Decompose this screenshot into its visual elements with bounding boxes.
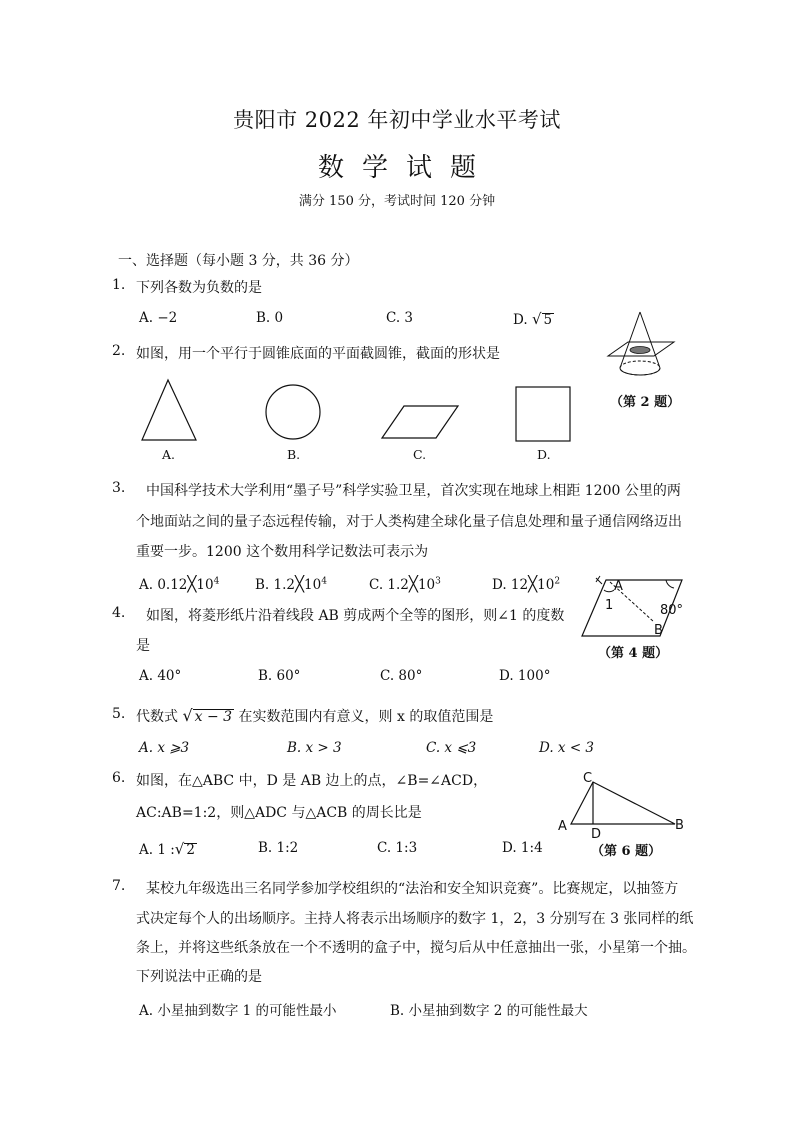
parallelogram-option-figure [380, 404, 460, 440]
q3-option-c: C. $1.2╳10^3$ [369, 575, 441, 593]
exam-info: 满分 150 分，考试时间 120 分钟 [298, 194, 496, 209]
q5-option-a: A. x ⩾3 [139, 740, 190, 756]
q2-number: 2. [112, 343, 126, 359]
q4-option-a: A. 40° [139, 668, 182, 684]
q2-option-c-label: C. [413, 447, 427, 462]
q6-option-c: C. 1:3 [377, 840, 418, 856]
q1-option-d-radicand: 5 [543, 312, 553, 328]
q2-option-b-label: B. [287, 447, 301, 462]
q4-option-d: D. 100° [499, 668, 551, 684]
q1-number: 1. [112, 277, 126, 293]
q7-option-b: B. 小星抽到数字 2 的可能性最大 [390, 1003, 588, 1019]
q1-option-b: B. 0 [256, 310, 284, 326]
exam-title: 贵阳市 2022 年初中学业水平考试 [233, 108, 561, 132]
q4-fig-label-angle: 80° [660, 603, 684, 618]
cone-figure [600, 308, 680, 396]
q1-option-c: C. 3 [386, 310, 414, 326]
q2-option-d-label: D. [537, 447, 551, 462]
q1-stem: 下列各数为负数的是 [136, 280, 262, 296]
q7-line-4: 下列说法中正确的是 [136, 969, 262, 985]
q3-option-a: A. $0.12╳10^4$ [139, 575, 220, 593]
right-triangle-figure [555, 772, 690, 842]
q4-option-b: B. 60° [258, 668, 301, 684]
q2-option-a-label: A. [162, 447, 176, 462]
q1-option-d-label: D. [513, 312, 528, 328]
q3-number: 3. [112, 480, 126, 496]
subject-title: 数学试题 [317, 153, 494, 183]
q7-number: 7. [112, 878, 126, 894]
q5-number: 5. [112, 706, 126, 722]
q4-caption: （第 4 题） [598, 646, 669, 661]
q3-option-d: D. $12╳10^2$ [492, 575, 561, 593]
q6-fig-label-a: A [558, 819, 567, 834]
q1-option-d: D. √ 5 [513, 310, 553, 328]
q7-line-3: 条上，并将这些纸条放在一个不透明的盒子中，搅匀后从中任意抽出一张，小星第一个抽。 [136, 940, 696, 956]
square-option-figure [515, 386, 571, 442]
q5-radicand: x − 3 [194, 709, 233, 725]
rhombus-figure [578, 574, 688, 640]
q5-option-b: B. x > 3 [287, 740, 342, 756]
q6-fig-label-c: C [583, 771, 593, 786]
q2-stem: 如图，用一个平行于圆锥底面的平面截圆锥，截面的形状是 [136, 346, 500, 362]
q5-stem: 代数式 √ x − 3 在实数范围内有意义，则 x 的取值范围是 [136, 706, 494, 725]
q3-line-2: 个地面站之间的量子态远程传输，对于人类构建全球化量子信息处理和量子通信网络迈出 [136, 514, 682, 530]
q4-fig-label-1: 1 [605, 598, 614, 613]
q7-line-2: 式决定每个人的出场顺序。主持人将表示出场顺序的数字 1，2，3 分别写在 3 张同样的纸 [136, 911, 694, 927]
q6-option-b: B. 1:2 [258, 840, 299, 856]
q7-option-a: A. 小星抽到数字 1 的可能性最小 [139, 1003, 337, 1019]
q4-fig-label-b: B [654, 623, 663, 638]
section-heading: 一、选择题（每小题 3 分，共 36 分） [118, 253, 359, 269]
q4-number: 4. [112, 605, 126, 621]
q4-line-2: 是 [136, 638, 150, 654]
q5-option-d: D. x < 3 [539, 740, 595, 756]
q3-option-b: B. $1.2╳10^4$ [255, 575, 327, 593]
triangle-option-figure [140, 378, 200, 442]
q3-line-3: 重要一步。1200 这个数用科学记数法可表示为 [136, 544, 429, 560]
q6-option-d: D. 1:4 [502, 840, 543, 856]
q5-option-c: C. x ⩽3 [426, 740, 477, 756]
q4-fig-label-a: A [614, 579, 623, 594]
q6-fig-label-b: B [675, 818, 684, 833]
circle-option-figure [264, 383, 322, 441]
q6-fig-label-d: D [591, 827, 602, 842]
q6-caption: （第 6 题） [591, 844, 662, 859]
q6-number: 6. [112, 770, 126, 786]
q4-line-1: 如图，将菱形纸片沿着线段 AB 剪成两个全等的图形，则∠1 的度数 [146, 608, 565, 624]
q4-option-c: C. 80° [380, 668, 423, 684]
q6-line-1: 如图，在△ABC 中，D 是 AB 边上的点，∠B=∠ACD， [136, 773, 488, 789]
q3-line-1: 中国科学技术大学利用“墨子号”科学实验卫星，首次实现在地球上相距 1200 公里的两 [146, 483, 681, 499]
q6-option-a: A. 1 :√ 2 [139, 840, 195, 858]
q1-option-a: A. −2 [139, 310, 178, 326]
q2-caption: （第 2 题） [610, 395, 681, 410]
q6-line-2: AC:AB=1:2，则△ADC 与△ACB 的周长比是 [136, 805, 422, 821]
q7-line-1: 某校九年级选出三名同学参加学校组织的“法治和安全知识竞赛”。比赛规定，以抽签方 [146, 881, 679, 897]
